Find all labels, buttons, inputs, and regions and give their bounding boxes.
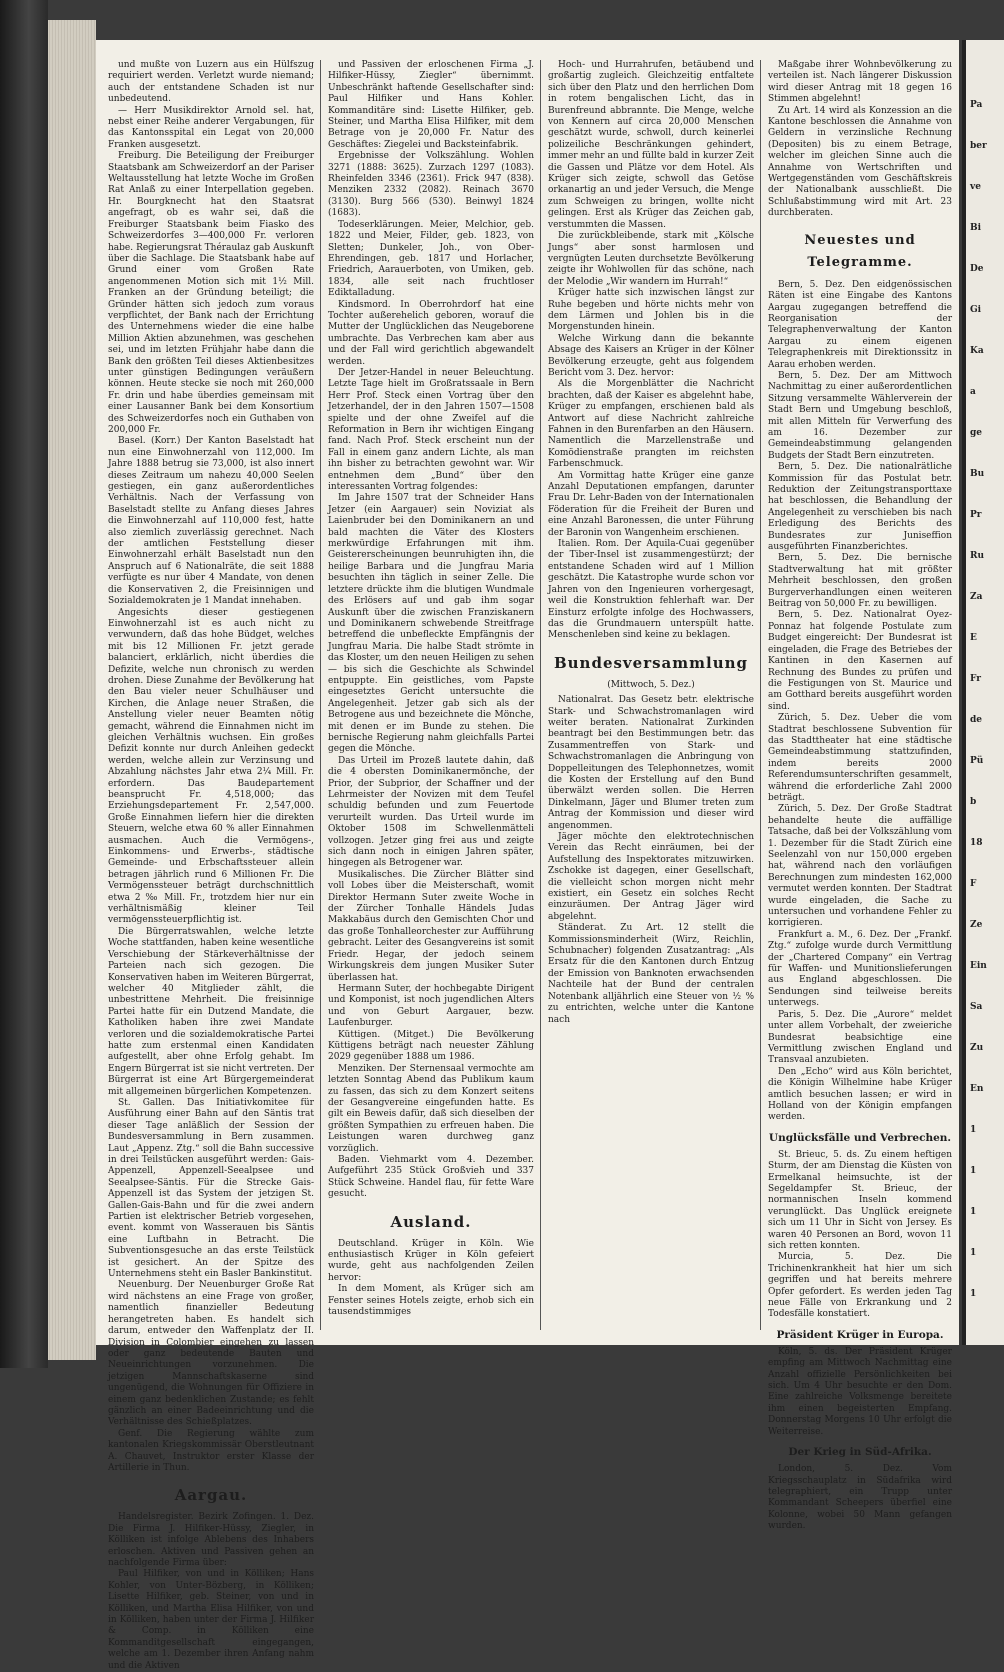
paragraph: Im Jahre 1507 trat der Schneider Hans Jetzer (ein Aargauer) sein Noviziat als Laienbruder bei den Dominikanern an und bald machten die Väter des Klosters merkwürdige Erfahrungen mit ihm. Geistererscheinungen beunruhigten ihn, die heilige Barbara und die Jungfrau Maria besuchten ihn täglich in seiner Zelle. Die letztere drückte ihm die blutigen Wundmale des Erlösers auf und gab ihm sogar Auskunft über die zwischen Franziskanern und Dominikanern schwebende Streitfrage betreffend die unbefleckte Empfängnis der Jungfrau Maria. Die halbe Stadt strömte in das Kloster, um den neuen Heiligen zu sehen — bis sich die Geschichte als Schwindel entpuppte. Ein geistliches, vom Papste eingesetztes Gericht untersuchte die Angelegenheit. Jetzer gab sich als der Betrogene aus und bezeichnete die Mönche, mit denen er im Bunde zu stehen. Die bernische Regierung nahm gleichfalls Partei gegen die Mönche. [328,493,534,755]
facing-page-fragment: F [970,879,977,889]
column-4 [768,60,952,1532]
paragraph: Genf. Die Regierung wählte zum kantonalen Kriegskommissär Oberstleutnant A. Chauvet, Instruktor erster Klasse der Artillerie in Thun. [108,1428,314,1473]
paragraph: Jäger möchte den elektrotechnischen Verein das Recht einräumen, bei der Aufstellung des Inspektorates mitzuwirken. Zschokke ist dagegen, einer Gesellschaft, die vielleicht schon morgen nicht mehr existiert, ein Gesetz ein solches Recht einzuräumen. Der Antrag Jäger wird abgelehnt. [548,832,754,922]
facing-page-fragment: Ze [970,920,983,930]
paragraph: Italien. Rom. Der Aquila-Cuai gegenüber der Tiber-Insel ist zusammengestürzt; der entstandene Schaden wird auf 1 Million geschätzt. Die Katastrophe wurde schon vor Jahren von den Ingenieuren vorhergesagt, weil die Konstruktion fehlerhaft war. Der Einsturz erfolgte infolge des Hochwassers, das die Grundmauern unterspült hatte. Menschenleben sind keine zu beklagen. [548,539,754,641]
paragraph: St. Brieuc, 5. ds. Zu einem heftigen Sturm, der am Dienstag die Küsten von Ermelkanal heimsuchte, ist der Segeldampfer St. Brieuc, der normannischen Inseln kommend verunglückt. Das Unglück ereignete sich um 11 Uhr in Sicht von Jersey. Es waren 40 Personen an Bord, wovon 11 sich retten konnten. [768,1149,952,1251]
facing-page-fragment: Pü [970,756,984,766]
facing-page-fragment: Zu [970,1043,984,1053]
paragraph: Bern, 5. Dez. Der am Mittwoch Nachmittag zu einer außerordentlichen Sitzung versammelte Wählerverein der Stadt Bern und Umgebung beschloß, mit allen Mitteln für Verwerfung des am 16. Dezember zur Gemeindeabstimmung gelangenden Budgets der Stadt Bern einzutreten. [768,370,952,461]
column-rule [540,60,541,1330]
column-1 [108,60,314,1671]
paragraph: und Passiven der erloschenen Firma „J. Hilfiker-Hüssy, Ziegler“ übernimmt. Unbeschränkt haftende Gesellschafter sind: Paul Hilfiker und Hans Kohler. Kommanditäre sind: Lisette Hilfiker, geb. Steiner, und Martha Elisa Hilfiker, mit dem Betrage von je 20,000 Fr. Natur des Geschäftes: Ziegelei und Backsteinfabrik. [328,60,534,150]
paragraph: Musikalisches. Die Zürcher Blätter sind voll Lobes über die Meisterschaft, womit Direktor Hermann Suter zweite Woche in der Zürcher Tonhalle Händels Judas Makkabäus durch den Gemischten Chor und das große Tonhalleorchester zur Aufführung gebracht. Leiter des Gesangvereins ist somit Friedr. Hegar, der jedoch seinem Wirkungskreis dem jungen Musiker Suter überlassen hat. [328,869,534,983]
paragraph: Zürich, 5. Dez. Ueber die vom Stadtrat beschlossene Subvention für das Stadttheater hat eine städtische Gemeindeabstimmung stattzufinden, indem bereits 2000 Referendumsunterschriften gesammelt, während die erforderliche Zahl 2000 beträgt. [768,713,952,803]
paragraph: Die Bürgerratswahlen, welche letzte Woche stattfanden, haben keine wesentliche Verschiebung der Stärkeverhältnisse der Parteien nach sich gezogen. Die Konservativen haben im Weiteren Bürgerrat, welcher 40 Mitglieder zählt, die unbestrittene Mehrheit. Die freisinnige Partei hatte für ein Dutzend Mandate, die Katholiken haben ihre zwei Mandate verloren und die sozialdemokratische Partei hatte zum erstenmal einen Kandidaten aufgestellt, aber ohne Erfolg gehabt. Im Engern Bürgerrat ist sie nicht vertreten. Der Bürgerrat ist eine Art Bürgergemeinderat mit allgemeinen bürgerlichen Kompetenzen. [108,926,314,1097]
facing-page-fragment: b [970,797,977,807]
paragraph: Bern, 5. Dez. Die nationalrätliche Kommission für das Postulat betr. Reduktion der Zeitungstransporttaxe hat beschlossen, die Behandlung der Angelegenheit zu verschieben bis nach Erledigung des Berichts des Bundesrates zur Juniseffion ausgeführten Finanzberichtes. [768,462,952,553]
paragraph: Ergebnisse der Volkszählung. Wohlen 3271 (1888: 3625). Zurzach 1297 (1083). Rheinfelden 3346 (2361). Frick 947 (838). Menziken 2332 (2082). Reinach 3670 (3130). Burg 566 (530). Beinwyl 1824 (1683). [328,151,534,219]
paragraph: Freiburg. Die Beteiligung der Freiburger Staatsbank am Schweizerdorf an der Pariser Weltausstellung hat letzte Woche im Großen Rat Anlaß zu einer Interpellation gegeben. Hr. Bourgknecht hat den Staatsrat angefragt, ob es wahr sei, daß die Freiburger Staatsbank beim Fiasko des Schweizerdorfes 3—400,000 Fr. verloren habe. Regierungsrat Théraulaz gab Auskunft über die Sachlage. Die Staatsbank habe auf Grund einer vom Großen Rate angenommenen Motion sich mit 1½ Mill. Franken an der Gründung beteiligt; die Gründer hätten sich jedoch zum voraus verpflichtet, der Bank nach der Errichtung des Unternehmens wieder die eine halbe Million Aktien abzunehmen, was geschehen sei, und im letzten Frühjahr habe dann die Bank den größten Teil dieses Aktienbesitzes unter günstigen Bedingungen veräußern können. Heute stecke sie noch mit 260,000 Fr. drin und habe überdies gemeinsam mit einer Lausanner Bank bei dem Konsortium des Schweizerdorfes noch ein Guthaben von 200,000 Fr. [108,151,314,435]
paragraph: Ständerat. Zu Art. 12 stellt die Kommissionsminderheit (Wirz, Reichlin, Schubnacher) folgenden Zusatzantrag: „Als Ersatz für die den Kantonen durch Entzug der Emission von Banknoten erwachsenden Nachteile hat der Bund der centralen Notenbank alljährlich eine Steuer von ½ % zu entrichten, welche unter die Kantone nach [548,923,754,1025]
page-edges [48,20,96,1360]
section-date-note: (Mittwoch, 5. Dez.) [607,679,695,690]
facing-page-fragment: 18 [970,838,983,848]
paragraph: Bern, 5. Dez. Den eidgenössischen Räten ist eine Eingabe des Kantons Aargau zugegangen betreffend die Reorganisation der Telegraphenverwaltung der Kanton Aargau zu einem eigenen Telegraphenkreis mit Direktionssitz in Aarau erhoben werden. [768,279,952,370]
paragraph: Paul Hilfiker, von und in Kölliken; Hans Kohler, von Unter-Bözberg, in Kölliken; Lisette Hilfiker, geb. Steiner, von und in Kölliken, und Martha Elisa Hilfiker, von und in Kölliken, haben unter der Firma J. Hilfiker & Comp. in Kölliken eine Kommanditgesellschaft eingegangen, welche am 1. Dezember ihren Anfang nahm und die Aktiven [108,1569,314,1671]
column-2 [328,60,534,1332]
column-rule [760,60,761,1330]
paragraph: Bern, 5. Dez. Nationalrat Oyez-Ponnaz hat folgende Postulate zum Budget eingereicht: Der Bundesrat ist eingeladen, die Frage des Betriebes der Kantinen in den Kasernen auf Rechnung des Bundes zu prüfen und die Festigungen von St. Maurice und am Gotthard bereits ausgeführt worden sind. [768,610,952,712]
paragraph: London, 5. Dez. Vom Kriegsschauplatz in Südafrika wird telegraphiert, ein Trupp unter Kommandant Scheepers überfiel eine Kolonne, wobei 50 Mann gefangen wurden. [768,1464,952,1532]
paragraph: Der Jetzer-Handel in neuer Beleuchtung. Letzte Tage hielt im Großratssaale in Bern Herr Prof. Steck einen Vortrag über den Jetzerhandel, der in den Jahren 1507—1508 spielte und der ohne Zweifel auf die Reformation in Bern ihr wichtigen Eingang fand. Nach Prof. Steck erscheint nun der Fall in einem ganz andern Lichte, als man ihn bisher zu betrachten gewohnt war. Wir entnehmen dem „Bund“ über den interessanten Vortrag folgendes: [328,367,534,493]
facing-page-fragment: Sa [970,1002,983,1012]
facing-page-fragment: Fr [970,674,981,684]
paragraph: St. Gallen. Das Initiativkomitee für Ausführung einer Bahn auf den Säntis trat dieser Tage anläßlich der Session der Bundesversammlung in Bern zusammen. Laut „Appenz. Ztg.“ soll die Bahn successive in drei Teilstücken ausgeführt werden: Gais-Appenzell, Appenzell-Seealpsee und Seealpsee-Säntis. Für die Strecke Gais-Appenzell ist das System der jetzigen St. Gallen-Gais-Bahn und für die zwei andern Partien ist elektrischer Betrieb vorgesehen, event. kommt von Wasserauen bis Säntis eine Luftbahn in Betracht. Die Subventionsgesuche an das erste Teilstück ist gesichert. An der Spitze des Unternehmens steht ein Basler Bankinstitut. [108,1097,314,1280]
facing-page-fragment: Bi [970,223,982,233]
paragraph: Hoch- und Hurrahrufen, betäubend und großartig zugleich. Gleichzeitig entfaltete sich über den Platz und den herrlichen Dom in rotem bengalischen Licht, das in Burenfreund abbrannte. Die Menge, welche von Kennern auf circa 20,000 Menschen geschätzt wurde, schwoll, durch keinerlei polizeiliche Beschränkungen gehindert, immer mehr an und füllte bald in kurzer Zeit die Gassen und Plätze vor dem Hotel. Als Krüger sich zeigte, schwoll das Getöse orkanartig an und jeder Versuch, die Menge zum Schweigen zu bringen, wollte nicht gelingen. Erst als Krüger das Zeichen gab, verstummten die Massen. [548,60,754,230]
paragraph: Den „Echo“ wird aus Köln berichtet, die Königin Wilhelmine habe Krüger amtlich besuchen lassen; er wird in Holland von der Königin empfangen werden. [768,1066,952,1123]
column-rule [320,60,321,1330]
paragraph: Die zurückbleibende, stark mit „Kölsche Jungs“ aber sonst harmlosen und vergnügten Leuten durchsetzte Bevölkerung zeigte ihr Wohlwollen für das schöne, nach der Melodie „Wir wandern im Hurrah!“ [548,231,754,287]
facing-page-fragment: Pr [970,510,982,520]
paragraph: Neuenburg. Der Neuenburger Große Rat wird nächstens an eine Frage von großer, namentlich finanzieller Bedeutung herangetreten haben. Es handelt sich darum, entweder den Waffenplatz der II. Division in Colombier eingehen zu lassen oder ganz bedeutende Bauten und Neueinrichtungen vorzunehmen. Die jetzigen Mannschaftskaserne sind ungenügend, die Wohnungen für Offiziere in einem ganz bedenklichen Zustande; es fehlt gänzlich an einer Badeeinrichtung und die Verhältnisse des Schießplatzes. [108,1280,314,1428]
paragraph: Bern, 5. Dez. Die bernische Stadtverwaltung hat mit größter Mehrheit beschlossen, den großen Burgerverhandlungen einen weiteren Beitrag von 50,000 Fr. zu bewilligen. [768,553,952,610]
paragraph: Küttigen. (Mitget.) Die Bevölkerung Küttigens beträgt nach neuester Zählung 2029 gegenüber 1888 um 1986. [328,1029,534,1063]
paragraph: In dem Moment, als Krüger sich am Fenster seines Hotels zeigte, erhob sich ein tausendstimmiges [328,1284,534,1318]
paragraph: Köln, 5. ds. Der Präsident Krüger empfing am Mittwoch Nachmittag eine Anzahl offizielle Persönlichkeiten bei sich. Um 4 Uhr besuchte er den Dom. Eine zahlreiche Volksmenge bereitete ihm einen begeisterten Empfang. Donnerstag Morgens 10 Uhr erfolgt die Weiterreise. [768,1346,952,1437]
facing-page-fragment: Ka [970,346,984,356]
paragraph: Menziken. Der Sternensaal vermochte am letzten Sonntag Abend das Publikum kaum zu fassen, das sich zu dem Konzert seitens der Gesangvereine eingefunden hatte. Es gilt ein Beweis dafür, daß sich dieselben der größten Sympathien zu erfreuen haben. Die Leistungen waren durchweg ganz vorzüglich. [328,1063,534,1154]
paragraph: — Herr Musikdirektor Arnold sel. hat, nebst einer Reihe anderer Vergabungen, für das Kantonsspital ein Legat von 20,000 Franken ausgesetzt. [108,105,314,150]
facing-page-fragment: Ru [970,551,985,561]
facing-page-text [966,100,1004,1300]
facing-page-fragment: De [970,264,984,274]
paragraph: Todeserklärungen. Meier, Melchior, geb. 1822 und Meier, Filder, geb. 1823, von Sletten; Dunkeler, Joh., von Ober-Ehrendingen, geb. 1817 und Horlacher, Friedrich, Aarauerboten, von Umiken, geb. 1834, alle seit nach fruchtloser Ediktalladung. [328,219,534,299]
section-heading-bundesversammlung: Bundesversammlung [553,653,749,672]
facing-page-fragment: Pa [970,100,983,110]
section-heading-krieg: Der Krieg in Süd-Afrika. [788,1446,932,1459]
facing-page-fragment: ve [970,182,981,192]
facing-page-fragment: 1 [970,1166,977,1176]
facing-page-fragment: a [970,387,976,397]
facing-page-fragment: Za [970,592,983,602]
facing-page-fragment: ge [970,428,983,438]
facing-page-fragment: E [970,633,977,643]
paragraph: Deutschland. Krüger in Köln. Wie enthusiastisch Krüger in Köln gefeiert wurde, geht aus nachfolgenden Zeilen hervor: [328,1238,534,1283]
book-binding [0,0,48,1368]
paragraph: Zürich, 5. Dez. Der Große Stadtrat behandelte heute die auffällige Tatsache, daß bei der Volkszählung vom 1. Dezember für die Stadt Zürich eine Seelenzahl von nur 150,000 ergeben hat, während nach den vorläufigen Berechnungen zum mindesten 162,000 vermutet werden konnten. Der Stadtrat wurde eingeladen, die Sache zu untersuchen und vorhandene Fehler zu korrigieren. [768,804,952,929]
section-heading-unglucksfalle: Unglücksfälle und Verbrechen. [768,1131,952,1144]
facing-page-edge [962,40,1004,1345]
paragraph: Zu Art. 14 wird als Konzession an die Kantone beschlossen die Annahme von Geldern in verzinsliche Rechnung (Depositen) bis zu einem Betrage, welcher im gleichen Sinne auch die Annahme von Wertschriften und Wertgegenständen vom Geschäftskreis der Nationalbank ausschließt. Die Schlußabstimmung wird mit Art. 23 durchberaten. [768,105,952,219]
section-heading-ausland: Ausland. [390,1212,472,1231]
newspaper-page [96,40,959,1671]
paragraph: Am Vormittag hatte Krüger eine ganze Anzahl Deputationen empfangen, darunter Frau Dr. Lehr-Baden von der Internationalen Föderation für die Freiheit der Buren und eine Anzahl Baronessen, die unter Führung der Baronin von Wangenheim erschienen. [548,470,754,538]
section-heading-kruger: Präsident Krüger in Europa. [776,1328,944,1341]
paragraph: Maßgabe ihrer Wohnbevölkerung zu verteilen ist. Nach längerer Diskussion wird dieser Antrag mit 18 gegen 16 Stimmen abgelehnt! [768,60,952,105]
paragraph: Hermann Suter, der hochbegabte Dirigent und Komponist, ist noch jugendlichen Alters und von Geburt Aargauer, bezw. Laufenburger. [328,983,534,1029]
facing-page-fragment: de [970,715,983,725]
facing-page-fragment: Ein [970,961,987,971]
facing-page-fragment: Gi [970,305,982,315]
facing-page-fragment: En [970,1084,984,1094]
facing-page-fragment: Bu [970,469,985,479]
facing-page-fragment: 1 [970,1248,977,1258]
facing-page-fragment: 1 [970,1125,977,1135]
facing-page-fragment: 1 [970,1289,977,1299]
paragraph: Krüger hatte sich inzwischen längst zur Ruhe begeben und hörte nichts mehr von dem Lärmen und Johlen bis in die Morgenstunden hinein. [548,288,754,333]
paragraph: und mußte von Luzern aus ein Hülfszug requiriert werden. Verletzt wurde niemand; auch der entstandene Schaden ist nur unbedeutend. [108,60,314,105]
paragraph: Nationalrat. Das Gesetz betr. elektrische Stark- und Schwachstromanlagen wird weiter beraten. Nationalrat Zurkinden beantragt bei den Bestimmungen betr. das Zusammentreffen von Stark- und Schwachstromanlagen die Anbringung von Doppelleitungen des Telephonnetzes, womit die Kosten der Erstellung auf den Bund überwälzt werden sollen. Die Herren Dinkelmann, Jäger und Blumer treten zum Antrag der Kommission und dieser wird angenommen. [548,695,754,831]
section-heading-aargau: Aargau. [174,1486,248,1505]
paragraph: Angesichts dieser gestiegenen Einwohnerzahl ist es auch nicht zu verwundern, daß das hohe Büdget, welches mit bis 12 Millionen Fr. jetzt gerade balanciert, erklärlich, nicht überdies die Defizite, welche nun chronisch zu werden drohen. Diese Zunahme der Bevölkerung hat den Bau vieler neuer Schulhäuser und Kirchen, die Anlage neuer Straßen, die Anstellung vieler neuer Beamten nötig gemacht, während die Einnahmen nicht im gleichen Verhältnis wuchsen. Ein großes Defizit konnte nur durch Anleihen gedeckt werden, welche allein zur Verzinsung und Abzahlung nächstes Jahr etwa 2¼ Mill. Fr. erfordern. Das Baudepartement beansprucht Fr. 4,518,000; das Erziehungsdepartement Fr. 2,547,000. Große Einnahmen liefern hier die direkten Steuern, welche etwa 60 % aller Einnahmen ausmachen. Auch die Vermögens-, Einkommens- und Erwerbs-, städtische Gemeinde- und Erbschaftssteuer allein betragen jährlich rund 6 Millionen Fr. Die Vermögenssteuer beträgt durchschnittlich etwa 2 ‰ Mill. Fr., trotzdem hier nur ein verhältnismäßig kleiner Teil vermögenssteuerpflichtig ist. [108,607,314,926]
paragraph: Das Urteil im Prozeß lautete dahin, daß die 4 obersten Dominikanermönche, der Prior, der Subprior, der Schaffner und der Lehrmeister der Novizen mit dem Teufel schuldig befunden und zum Feuertode verurteilt wurden. Das Urteil wurde im Oktober 1508 im Schwellenmätteli vollzogen. Jetzer ging frei aus und zeigte sich dann noch in einigen Jahren später, hingegen als Betrogener war. [328,755,534,869]
paragraph: Basel. (Korr.) Der Kanton Baselstadt hat nun eine Einwohnerzahl von 112,000. Im Jahre 1888 betrug sie 73,000, ist also innert dieses Zeitraum um nahezu 40,000 Seelen gestiegen, ein ganz außerordentliches Verhältnis. Nach der Verfassung von Baselstadt stellte zu Anfang dieses Jahres die Einwohnerzahl auf 110,000 fest, hatte also ziemlich zuverlässig gerechnet. Nach der amtlichen Feststellung dieser Einwohnerzahl erhält Baselstadt nun den Anspruch auf 6 Nationalräte, die seit 1888 verfügte es nur über 4 Mandate, von denen die Konservativen 2, die Freisinnigen und Sozialdemokraten je 1 Mandat innehaben. [108,436,314,607]
paragraph: Welche Wirkung dann die bekannte Absage des Kaisers an Krüger in der Kölner Bevölkerung erzeugte, geht aus folgendem Bericht vom 3. Dez. hervor: [548,333,754,378]
paragraph: Handelsregister. Bezirk Zofingen. 1. Dez. Die Firma J. Hilfiker-Hüssy, Ziegler, in Kölliken ist infolge Ablebens des Inhabers erloschen. Aktiven und Passiven gehen an nachfolgende Firma über: [108,1512,314,1568]
facing-page-fragment: 1 [970,1207,977,1217]
paragraph: Murcia, 5. Dez. Die Trichinenkrankheit hat hier um sich gegriffen und hat bereits mehrere Opfer gefordert. Es werden jeden Tag neue Fälle von Erkrankung und 2 Todesfälle konstatiert. [768,1252,952,1320]
section-heading-neuestes: Neuestes und Telegramme. [804,232,916,270]
facing-page-fragment: ber [970,141,987,151]
paragraph: Paris, 5. Dez. Die „Aurore“ meldet unter allem Vorbehalt, der zweieriche Bundesrat beabsichtige eine Vermittlung zwischen England und Transvaal anzubieten. [768,1009,952,1066]
paragraph: Baden. Viehmarkt vom 4. Dezember. Aufgeführt 235 Stück Großvieh und 337 Stück Schweine. Handel flau, für fette Ware gesucht. [328,1155,534,1200]
paragraph: Als die Morgenblätter die Nachricht brachten, daß der Kaiser es abgelehnt habe, Krüger zu empfangen, erschienen bald als Antwort auf diese Nachricht zahlreiche Fahnen in den Burenfarben an den Häusern. Namentlich die Marzellenstraße und Komödienstraße prangten im reichsten Farbenschmuck. [548,379,754,470]
column-3 [548,60,754,1332]
paragraph: Kindsmord. In Oberrohrdorf hat eine Tochter außerehelich geboren, worauf die Mutter der Unglücklichen das Neugeborene umbrachte. Das Verbrechen kam aber aus und der Fall wird gerichtlich abgewandelt werden. [328,299,534,367]
paragraph: Frankfurt a. M., 6. Dez. Der „Frankf. Ztg.“ zufolge wurde durch Vermittlung der „Chartered Company“ ein Vertrag für Waffen- und Munitionslieferungen aus England abgeschlossen. Die Sendungen sind teilweise bereits unterwegs. [768,929,952,1009]
